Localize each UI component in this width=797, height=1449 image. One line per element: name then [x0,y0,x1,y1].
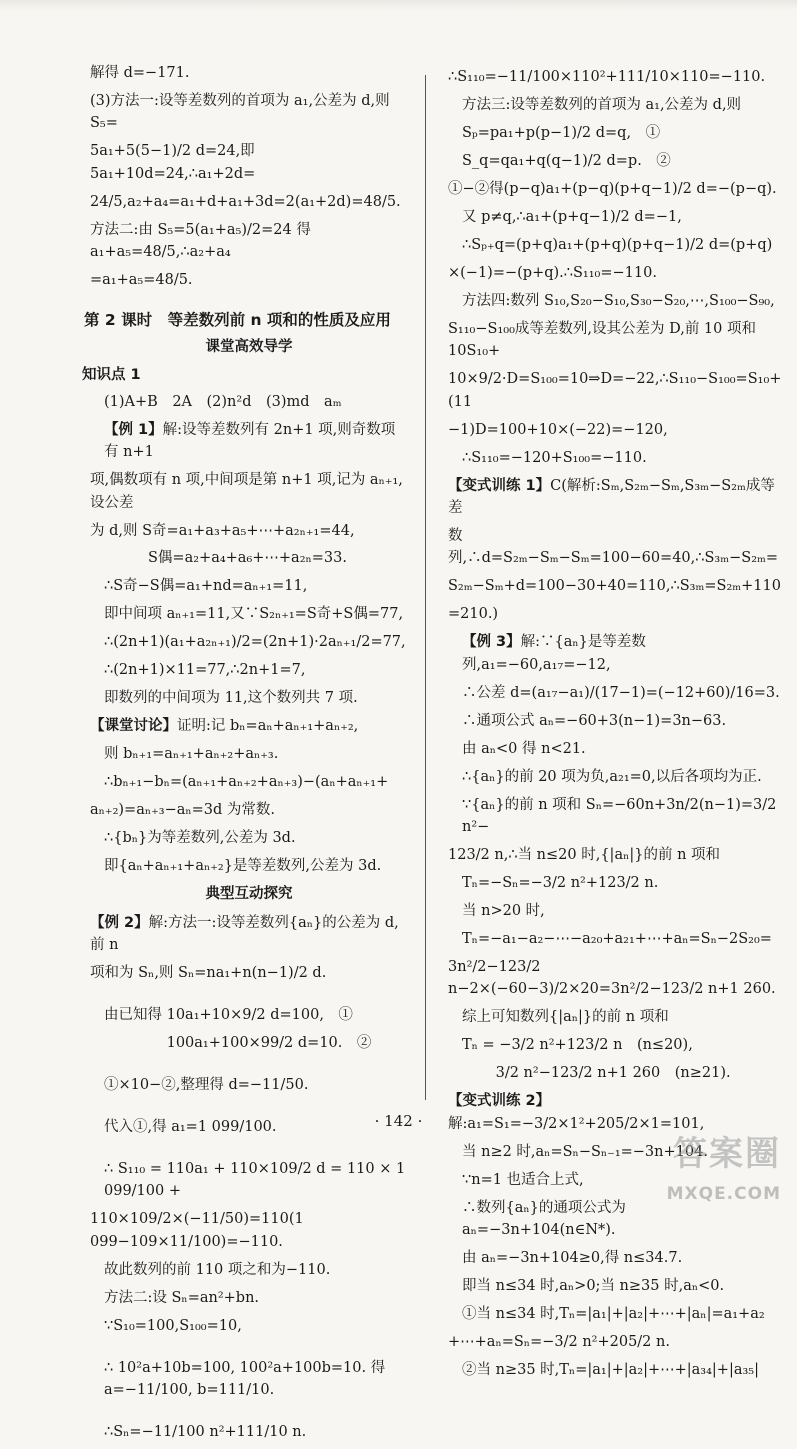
watermark-url: MXQE.COM [666,1183,781,1204]
text-line: 则 bₙ₊₁=aₙ₊₁+aₙ₊₂+aₙ₊₃. [104,746,279,763]
text-line: 项和为 Sₙ,则 Sₙ=na₁+n(n−1)/2 d. [90,965,327,982]
column-divider [425,75,426,1100]
text-line: S₁₁₀−S₁₀₀成等差数列,设其公差为 D,前 10 项和 10S₁₀+ [448,320,761,360]
text-line: 当 n≥2 时,aₙ=Sₙ−Sₙ₋₁=−3n+104. [462,1143,708,1160]
text-line: 由已知得 10a₁+10×9/2 d=100, ① [104,1006,353,1023]
text-line: ∴(2n+1)(a₁+a₂ₙ₊₁)/2=(2n+1)·2aₙ₊₁/2=77, [104,634,406,651]
text-line: ∴S₁₁₀=−120+S₁₀₀=−110. [462,449,647,466]
text-line: 项,偶数项有 n 项,中间项是第 n+1 项,记为 aₙ₊₁,设公差 [90,472,403,511]
text-line: 100a₁+100×99/2 d=10. ② [104,1034,372,1051]
example-3-header [448,631,780,676]
text-line: ∴通项公式 aₙ=−60+3(n−1)=3n−63. [462,712,727,729]
discussion-header [90,715,408,737]
text-line: S偶=a₂+a₄+a₆+⋯+a₂ₙ=33. [90,550,347,567]
text-line: ∴S奇−S偶=a₁+nd=aₙ₊₁=11, [104,578,308,595]
text-line: −1)D=100+10×(−22)=−120, [448,421,668,438]
text-line: ①×10−②,整理得 d=−11/50. [104,1076,309,1093]
text-line: 5a₁+5(5−1)/2 d=24,即 5a₁+10d=24,∴a₁+2d= [90,143,260,182]
text-line: ∴数列{aₙ}的通项公式为 aₙ=−3n+104(n∈N*). [462,1199,631,1239]
text-line: ∴Sₚ₊q=(p+q)a₁+(p+q)(p+q−1)/2 d=(p+q) [462,236,773,253]
example-1-header [90,419,408,464]
text-line: 解:a₁=S₁=−3/2×1²+205/2×1=101, [448,1115,705,1132]
text-line: 为 d,则 S奇=a₁+a₃+a₅+⋯+a₂ₙ₊₁=44, [90,522,355,539]
text-line: 123/2 n,∴当 n≤20 时,{|aₙ|}的前 n 项和 [448,847,721,864]
text-line: ∴ S₁₁₀ = 110a₁ + 110×109/2 d = 110 × 1 099/100 + [104,1160,410,1200]
text-line: Sₚ=pa₁+p(p−1)/2 d=q, ① [462,124,661,141]
text-line: ∵S₁₀=100,S₁₀₀=10, [104,1317,242,1334]
text-line: S₂ₘ−Sₘ+d=100−30+40=110,∴S₃ₘ=S₂ₘ+110 [448,578,781,595]
left-column [82,0,410,1449]
text-line: (1)A+B 2A (2)n²d (3)md aₘ [104,393,342,410]
knowledge-point-title: 知识点 1 [82,367,141,384]
text-line: Tₙ=−Sₙ=−3/2 n²+123/2 n. [462,875,659,892]
text-line: ②当 n≥35 时,Tₙ=|a₁|+|a₂|+⋯+|a₃₄|+|a₃₅| [462,1362,759,1378]
text-line: ①−②得(p−q)a₁+(p−q)(p+q−1)/2 d=−(p−q). [448,180,777,197]
text-line: 即{aₙ+aₙ₊₁+aₙ₊₂}是等差数列,公差为 3d. [104,858,382,875]
text-line: ∴ 10²a+10b=100, 100²a+100b=10. 得 a=−11/100, b=111/10. [104,1359,390,1399]
text-line: aₙ₊₂)=aₙ₊₃−aₙ=3d 为常数. [90,802,276,819]
text-line: C(解析:Sₘ,S₂ₘ−Sₘ,S₃ₘ−S₂ₘ成等差 [448,477,775,516]
watermark-logo: 答案圈 [673,1134,781,1174]
text-line: ×(−1)=−(p+q).∴S₁₁₀=−110. [448,264,657,281]
text-line: (3)方法一:设等差数列的首项为 a₁,公差为 d,则 S₅= [90,92,395,132]
text-line: 解:方法一:设等差数列{aₙ}的公差为 d,前 n [90,914,399,954]
text-line: 代入①,得 a₁=1 099/100. [104,1118,277,1135]
variation-1-header [448,475,780,520]
text-line: ∴Sₙ=−11/100 n²+111/10 n. [104,1424,307,1441]
section-heading: 课堂高效导学 [205,338,293,355]
text-line: 由 aₙ<0 得 n<21. [462,740,586,757]
text-line: Tₙ=−a₁−a₂−⋯−a₂₀+a₂₁+⋯+aₙ=Sₙ−2S₂₀= [462,931,772,947]
page-number: · 142 · [374,1112,423,1130]
text-line: 证明:记 bₙ=aₙ+aₙ₊₁+aₙ₊₂, [177,718,359,735]
text-line: 方法三:设等差数列的首项为 a₁,公差为 d,则 [462,96,742,113]
text-line: 即中间项 aₙ₊₁=11,又∵S₂ₙ₊₁=S奇+S偶=77, [104,606,404,623]
text-line: 解:∵{aₙ}是等差数列,a₁=−60,a₁₇=−12, [462,634,646,673]
example-tag: 【例 2】 [90,914,149,931]
text-line: 综上可知数列{|aₙ|}的前 n 项和 [462,1009,669,1026]
section-heading: 典型互动探究 [205,886,293,903]
lesson-title: 第 2 课时 等差数列前 n 项和的性质及应用 [84,310,391,329]
example-tag: 【例 1】 [104,421,163,438]
text-line: 即数列的中间项为 11,这个数列共 7 项. [104,690,358,707]
text-line: 24/5,a₂+a₄=a₁+d+a₁+3d=2(a₁+2d)=48/5. [90,193,401,210]
example-tag: 【例 3】 [462,634,521,651]
text-line: 当 n>20 时, [462,903,545,920]
text-line: 方法二:设 Sₙ=an²+bn. [104,1289,260,1306]
text-line: =210.) [448,606,499,623]
discussion-tag: 【课堂讨论】 [90,718,177,735]
text-line: 故此数列的前 110 项之和为−110. [104,1261,331,1278]
example-2-header [90,912,408,957]
text-line: ∵{aₙ}的前 n 项和 Sₙ=−60n+3n/2(n−1)=3/2 n²− [462,796,781,836]
text-line: 方法四:数列 S₁₀,S₂₀−S₁₀,S₃₀−S₂₀,⋯,S₁₀₀−S₉₀, [462,292,775,309]
text-line: ∴公差 d=(a₁₇−a₁)/(17−1)=(−12+60)/16=3. [462,684,780,701]
text-line: 解:设等差数列有 2n+1 项,则奇数项有 n+1 [104,421,396,461]
text-line: 又 p≠q,∴a₁+(p+q−1)/2 d=−1, [462,208,682,225]
text-line: 解得 d=−171. [90,65,190,81]
variation-tag: 【变式训练 2】 [448,1093,551,1110]
text-line: Tₙ = −3/2 n²+123/2 n (n≤20), [462,1037,693,1054]
text-line: 10×9/2·D=S₁₀₀=10⇒D=−22,∴S₁₁₀−S₁₀₀=S₁₀+(11 [448,371,782,410]
text-line: +⋯+aₙ=Sₙ=−3/2 n²+205/2 n. [448,1334,670,1351]
text-line: ∴{bₙ}为等差数列,公差为 3d. [104,830,296,847]
text-line: ①当 n≤34 时,Tₙ=|a₁|+|a₂|+⋯+|aₙ|=a₁+a₂ [462,1306,765,1323]
text-line: =a₁+a₅=48/5. [90,272,193,289]
text-line: ∴bₙ₊₁−bₙ=(aₙ₊₁+aₙ₊₂+aₙ₊₃)−(aₙ+aₙ₊₁+ [104,774,389,791]
text-line: 数列,∴d=S₂ₘ−Sₘ−Sₘ=100−60=40,∴S₃ₘ−S₂ₘ= [448,527,779,567]
text-line: 即当 n≤34 时,aₙ>0;当 n≥35 时,aₙ<0. [462,1278,725,1295]
variation-tag: 【变式训练 1】 [448,477,551,494]
text-line: 3/2 n²−123/2 n+1 260 (n≥21). [462,1065,731,1082]
text-line: S_q=qa₁+q(q−1)/2 d=p. ② [462,152,671,169]
text-line: ∴{aₙ}的前 20 项为负,a₂₁=0,以后各项均为正. [462,768,762,785]
watermark [667,1128,781,1207]
text-line: 110×109/2×(−11/50)=110(1 099−109×11/100)=−110. [90,1211,309,1250]
text-line: ∴(2n+1)×11=77,∴2n+1=7, [104,662,306,679]
text-line: ∵n=1 也适合上式, [462,1171,584,1188]
text-line: 由 aₙ=−3n+104≥0,得 n≤34.7. [462,1250,683,1267]
text-line: ∴S₁₁₀=−11/100×110²+111/10×110=−110. [448,69,766,85]
text-line: 方法二:由 S₅=5(a₁+a₅)/2=24 得 a₁+a₅=48/5,∴a₂+a₄ [90,221,316,261]
text-line: 3n²/2−123/2 n−2×(−60−3)/2×20=3n²/2−123/2 n+1 260. [448,958,776,998]
